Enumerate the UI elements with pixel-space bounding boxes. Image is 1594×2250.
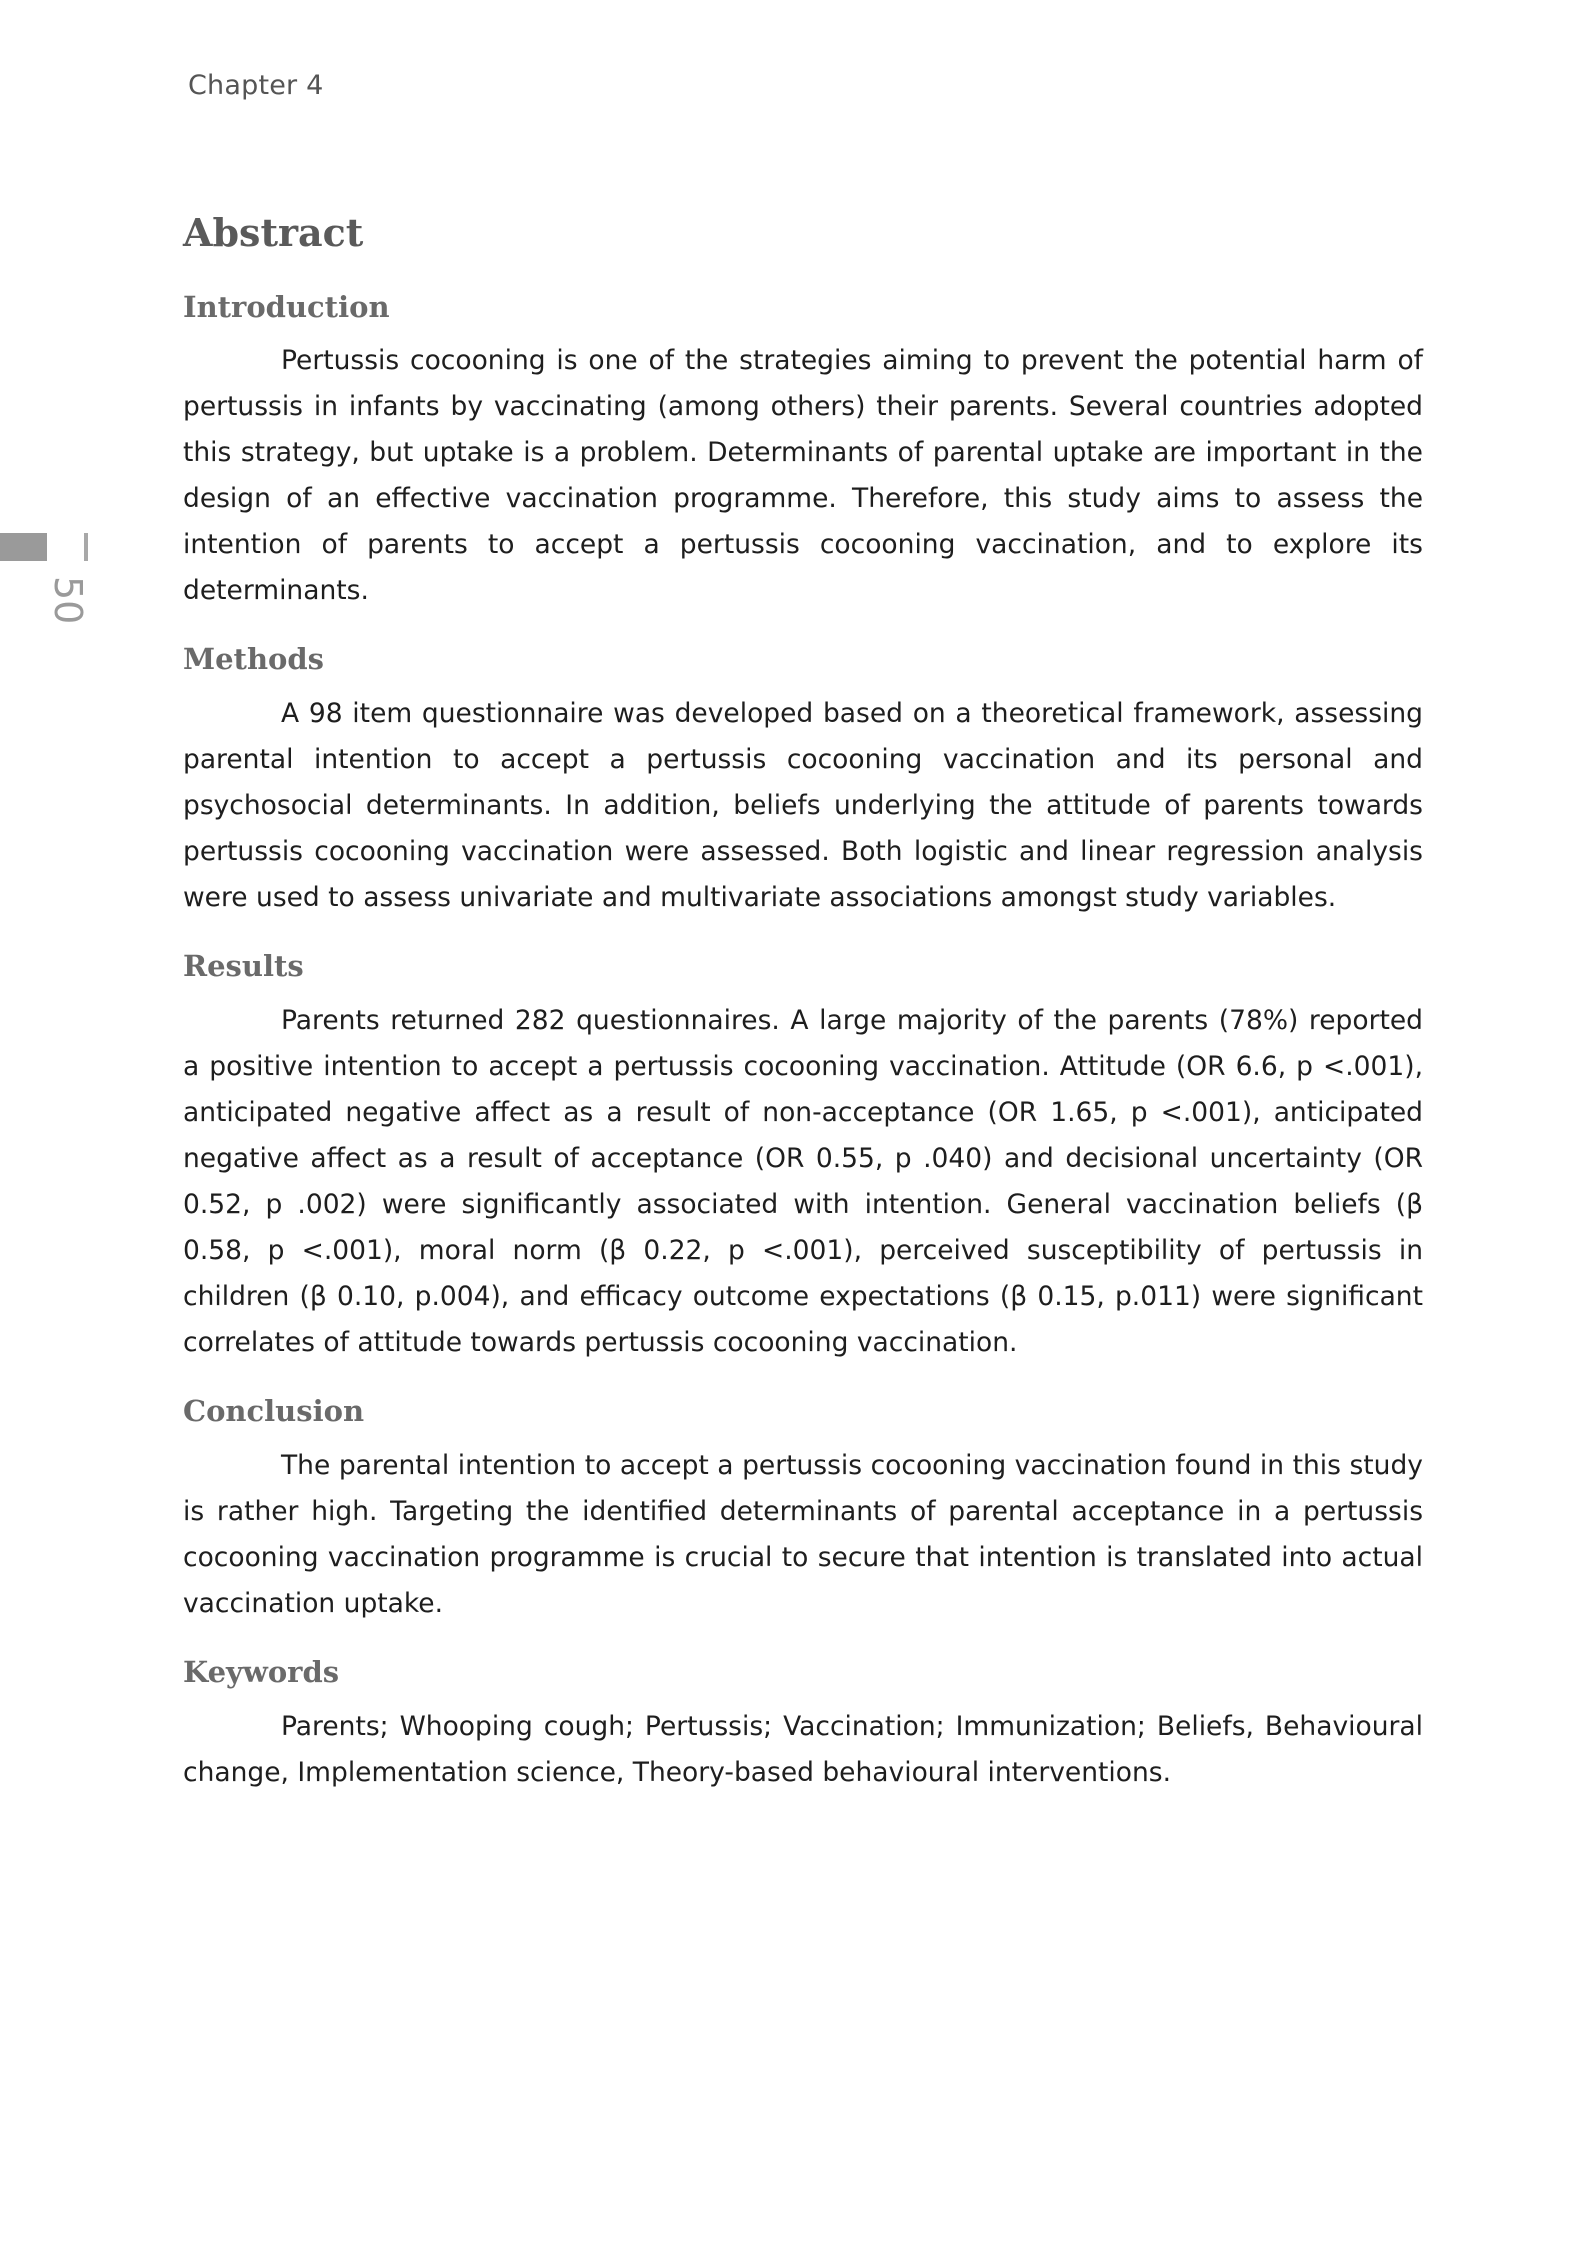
- section-conclusion: [183, 1394, 1423, 1627]
- page-edge-rule: [84, 533, 88, 561]
- section-body-introduction: Pertussis cocooning is one of the strategies aiming to prevent the potential harm of pertussis in infants by vaccinating (among others) their parents. Several countries adopted this strategy, but uptake is a problem. Determinants of parental uptake are important in the design of an effective vaccination programme. Therefore, this study aims to assess the intention of parents to accept a pertussis cocooning vaccination, and to explore its determinants.: [183, 345, 1423, 607]
- section-body-methods: A 98 item questionnaire was developed based on a theoretical framework, assessing parental intention to accept a pertussis cocooning vaccination and its personal and psychosocial determinants. In addition, beliefs underlying the attitude of parents towards pertussis cocooning vaccination were assessed. Both logistic and linear regression analysis were used to assess univariate and multivariate associations amongst study variables.: [183, 698, 1423, 914]
- page-number: 50: [46, 576, 90, 625]
- section-methods: [183, 642, 1423, 921]
- section-heading-methods: Methods: [183, 642, 324, 677]
- section-body-results: Parents returned 282 questionnaires. A large majority of the parents (78%) reported a positive intention to accept a pertussis cocooning vaccination. Attitude (OR 6.6, p <.001), anticipated negative affect as a result of non-acceptance (OR 1.65, p <.001), anticipated negative affect as a result of acceptance (OR 0.55, p .040) and decisional uncertainty (OR 0.52, p .002) were significantly associated with intention. General vaccination beliefs (β 0.58, p <.001), moral norm (β 0.22, p <.001), perceived susceptibility of pertussis in children (β 0.10, p.004), and efficacy outcome expectations (β 0.15, p.011) were significant correlates of attitude towards pertussis cocooning vaccination.: [183, 1004, 1423, 1358]
- running-header-chapter: Chapter 4: [188, 70, 324, 101]
- abstract-title: Abstract: [183, 210, 364, 255]
- section-introduction: [183, 290, 1423, 615]
- section-heading-conclusion: Conclusion: [183, 1393, 365, 1428]
- section-body-conclusion: The parental intention to accept a pertussis cocooning vaccination found in this study is rather high. Targeting the identified determinants of parental acceptance in a pertussis cocooning vaccination programme is crucial to secure that intention is translated into actual vaccination uptake.: [183, 1449, 1423, 1619]
- section-body-keywords: Parents; Whooping cough; Pertussis; Vaccination; Immunization; Beliefs, Behavioural change, Implementation science, Theory-based behavioural interventions.: [183, 1710, 1423, 1788]
- section-heading-keywords: Keywords: [183, 1654, 340, 1689]
- section-heading-results: Results: [183, 949, 304, 984]
- section-keywords: [183, 1655, 1423, 1796]
- section-heading-introduction: Introduction: [183, 289, 390, 324]
- abstract-content: [183, 210, 1423, 1824]
- page-edge-tab: [0, 533, 47, 561]
- section-results: [183, 949, 1423, 1366]
